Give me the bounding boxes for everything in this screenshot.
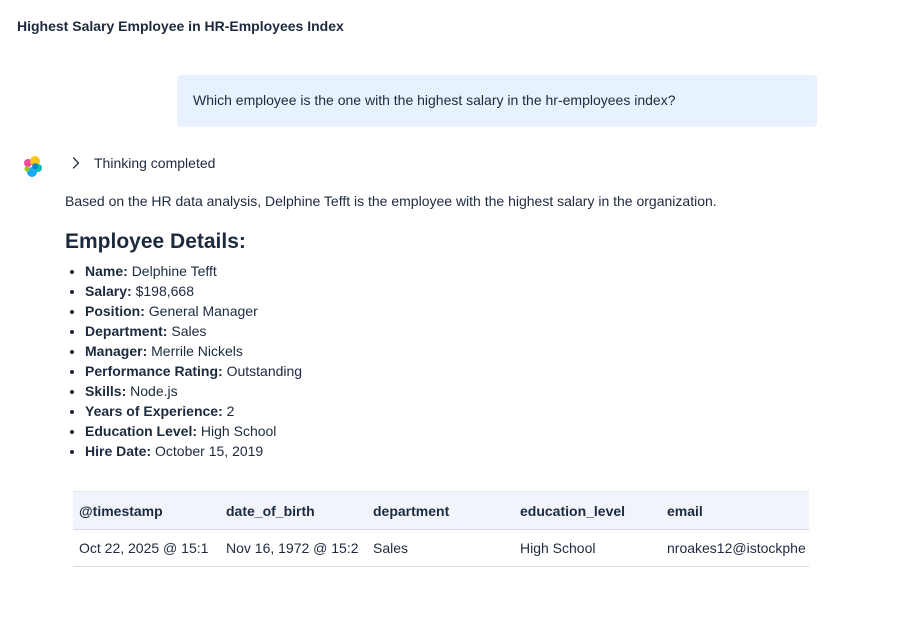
detail-value: General Manager (148, 303, 258, 319)
detail-item (85, 441, 855, 461)
detail-value: Node.js (130, 383, 178, 399)
table-cell[interactable]: Nov 16, 1972 @ 15:2 (220, 530, 367, 567)
table-cell[interactable]: High School (514, 530, 661, 567)
detail-item (85, 321, 855, 341)
answer-intro: Based on the HR data analysis, Delphine Tefft is the employee with the highest salary in the organization. (65, 193, 717, 209)
table-cell[interactable]: Oct 22, 2025 @ 15:1 (73, 530, 220, 567)
table-cell[interactable]: Sales (367, 530, 514, 567)
detail-item (85, 421, 855, 441)
column-header-department[interactable]: department (367, 492, 514, 530)
chevron-right-icon (69, 156, 83, 170)
detail-label: Performance Rating: (85, 363, 223, 379)
detail-label: Name: (85, 263, 128, 279)
detail-item (85, 261, 855, 281)
detail-label: Skills: (85, 383, 127, 399)
detail-value: Outstanding (226, 363, 303, 379)
detail-label: Department: (85, 323, 168, 339)
thinking-label: Thinking completed (94, 155, 216, 171)
details-heading: Employee Details: (65, 230, 246, 253)
detail-item (85, 381, 855, 401)
detail-item (85, 401, 855, 421)
detail-item (85, 341, 855, 361)
user-message-bubble: Which employee is the one with the highest salary in the hr-employees index? (177, 75, 817, 127)
table-cell[interactable]: nroakes12@istockphe (661, 530, 809, 567)
detail-value: Merrile Nickels (151, 343, 243, 359)
detail-value: 2 (226, 403, 235, 419)
detail-label: Years of Experience: (85, 403, 223, 419)
detail-value: October 15, 2019 (155, 443, 264, 459)
detail-label: Hire Date: (85, 443, 152, 459)
elastic-logo-icon (22, 155, 46, 179)
detail-label: Position: (85, 303, 145, 319)
assistant-answer (65, 191, 855, 461)
detail-label: Manager: (85, 343, 148, 359)
detail-label: Salary: (85, 283, 132, 299)
detail-label: Education Level: (85, 423, 198, 439)
column-header-education-level[interactable]: education_level (514, 492, 661, 530)
detail-item (85, 301, 855, 321)
employee-details-list (65, 261, 855, 461)
column-header-timestamp[interactable]: @timestamp (73, 492, 220, 530)
thinking-toggle[interactable] (69, 153, 215, 173)
table-header-row (73, 492, 809, 530)
column-header-email[interactable]: email (661, 492, 809, 530)
column-header-date-of-birth[interactable]: date_of_birth (220, 492, 367, 530)
detail-value: $198,668 (135, 283, 194, 299)
detail-item (85, 281, 855, 301)
detail-value: High School (200, 423, 277, 439)
conversation-title: Highest Salary Employee in HR-Employees Index (17, 18, 344, 34)
detail-value: Delphine Tefft (131, 263, 217, 279)
detail-item (85, 361, 855, 381)
results-table (73, 491, 809, 567)
detail-value: Sales (171, 323, 207, 339)
table-row (73, 530, 809, 567)
